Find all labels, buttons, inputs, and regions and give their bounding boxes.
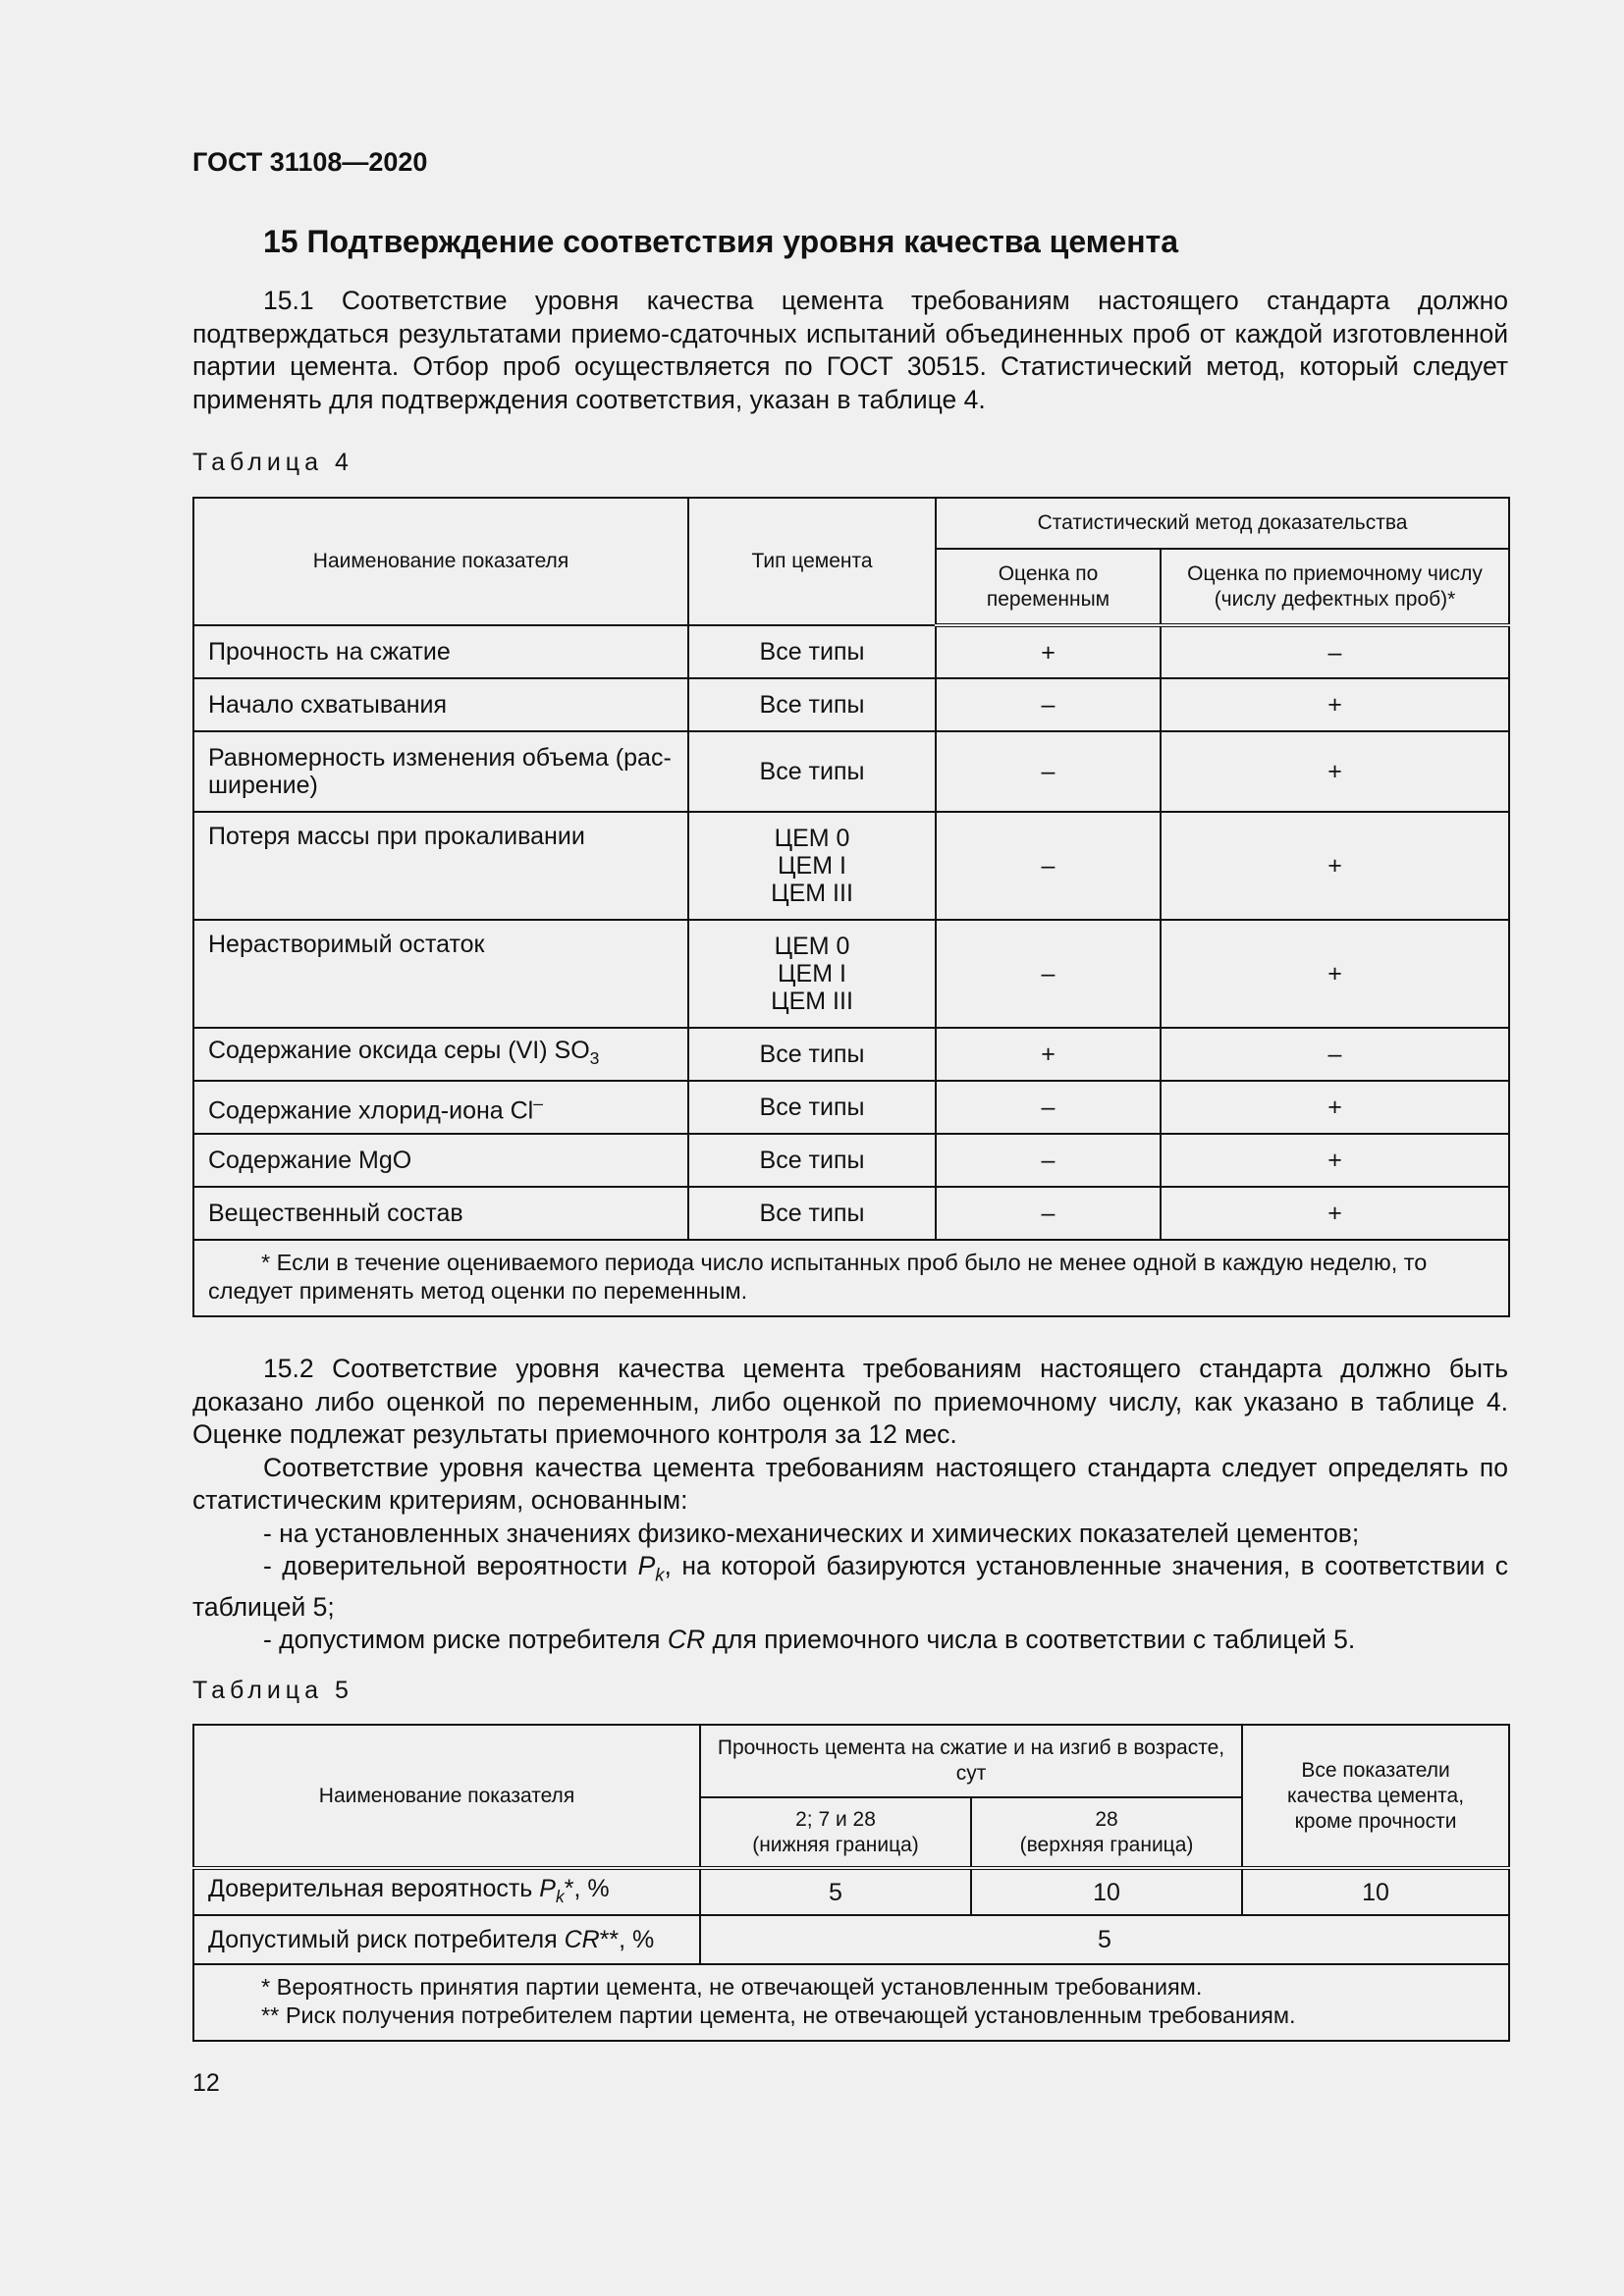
t4-cell-variables: +	[936, 1028, 1161, 1081]
bullet-2-symbol: P	[637, 1551, 656, 1580]
t4-cell-name-text: Равномерность изменения объема (рас- ширение)	[208, 744, 672, 799]
t4-cell-name-text: Нерастворимый остаток	[208, 931, 485, 958]
t4-cell-type: Все типы	[688, 625, 936, 678]
bullet-2-text-a: - доверительной вероятности	[263, 1551, 638, 1580]
t4-cell-name-subscript: 3	[589, 1048, 600, 1068]
table-5	[192, 1724, 1510, 2042]
table-row	[193, 1081, 1509, 1134]
t4-cell-variables: –	[936, 731, 1161, 812]
t4-cell-name	[193, 1081, 688, 1134]
bullet-3-symbol: CR	[667, 1625, 706, 1655]
bullet-2-subscript: k	[655, 1564, 665, 1585]
t4-cell-name	[193, 625, 688, 678]
paragraph-15-1	[192, 285, 1508, 416]
t4-cell-type: Все типы	[688, 1081, 936, 1134]
t4-cell-name-text: Содержание оксида серы (VI) SO	[208, 1037, 590, 1064]
t4-cell-name-text: Прочность на сжатие	[208, 638, 451, 666]
t4-cell-name-text: Содержание MgO	[208, 1147, 412, 1174]
t4-cell-variables: –	[936, 1134, 1161, 1187]
t5-row1-high: 10	[971, 1868, 1242, 1915]
t4-cell-variables: –	[936, 812, 1161, 920]
t4-cell-name	[193, 812, 688, 920]
table-row	[193, 731, 1509, 812]
t4-cell-name-text: Начало схватывания	[208, 691, 448, 719]
paragraph-15-2-text: 15.2 Соответствие уровня качества цемента требованиям настоящего стандарта должно быть доказано либо оценкой по переменным, либо оценкой по приемочному числу, как указано в таблице 4. Оценке подлежат результаты приемочного контроля за 12 мес.	[192, 1354, 1508, 1449]
bullet-2-text-b: , на которой базируются установленные значения, в соответствии с таблицей 5;	[192, 1551, 1508, 1622]
t4-cell-name-text: Вещественный состав	[208, 1200, 463, 1227]
t4-cell-acceptance: –	[1161, 625, 1509, 678]
t4-cell-acceptance: +	[1161, 678, 1509, 731]
t5-row1-low: 5	[700, 1868, 971, 1915]
page-number: 12	[192, 2069, 220, 2097]
table-4	[192, 497, 1510, 1317]
t5-row2-name-b: **, %	[599, 1926, 655, 1953]
t4-cell-type: Все типы	[688, 1187, 936, 1240]
t5-footnote-1: * Вероятность принятия партии цемента, не отвечающей установленным требованиям.	[261, 1974, 1203, 2000]
t4-cell-name-text: Потеря массы при прокаливании	[208, 823, 585, 850]
table-row	[193, 920, 1509, 1028]
table-row	[193, 1187, 1509, 1240]
bullet-2	[192, 1550, 1508, 1624]
paragraph-criteria: Соответствие уровня качества цемента требованиям настоящего стандарта следует определять по статистическим критериям, основанным:	[192, 1452, 1508, 1515]
t4-cell-name	[193, 920, 688, 1028]
table-row	[193, 1134, 1509, 1187]
t4-cell-name-text: Содержание хлорид-иона Cl	[208, 1096, 534, 1125]
t4-cell-type: ЦЕМ 0 ЦЕМ I ЦЕМ III	[688, 920, 936, 1028]
t4-header-variables: Оценка по переменным	[936, 549, 1161, 625]
t5-row1-name	[193, 1868, 700, 1915]
t4-cell-type: Все типы	[688, 731, 936, 812]
t4-cell-type: Все типы	[688, 1134, 936, 1187]
t4-footnote	[193, 1240, 1509, 1316]
document-header: ГОСТ 31108—2020	[192, 147, 428, 177]
t4-cell-name	[193, 1028, 688, 1081]
t4-cell-acceptance: +	[1161, 1081, 1509, 1134]
t4-header-name: Наименование показателя	[193, 498, 688, 625]
t5-footnotes	[193, 1964, 1509, 2041]
t4-cell-variables: –	[936, 1187, 1161, 1240]
t4-cell-acceptance: +	[1161, 812, 1509, 920]
bullet-3	[192, 1624, 1508, 1657]
t4-cell-type: Все типы	[688, 678, 936, 731]
table-row	[193, 678, 1509, 731]
t4-cell-variables: –	[936, 920, 1161, 1028]
t4-cell-name	[193, 1187, 688, 1240]
table5-caption: Таблица 5	[192, 1677, 353, 1704]
t4-cell-acceptance: +	[1161, 1134, 1509, 1187]
paragraph-15-1-text: 15.1 Соответствие уровня качества цемента требованиям настоящего стандарта должно подтверждаться результатами приемо-сдаточных испытаний объединенных проб от каждой изготовленной партии цемента. Отбор проб осуществляется по ГОСТ 30515. Статистический метод, который следует применять для подтверждения соответствия, указан в таблице 4.	[192, 286, 1508, 414]
t5-row1-name-a: Доверительная вероятность	[208, 1874, 540, 1902]
t4-cell-type: Все типы	[688, 1028, 936, 1081]
paragraph-15-2	[192, 1353, 1508, 1657]
t5-row2-name-a: Допустимый риск потребителя	[208, 1926, 565, 1953]
t5-row1-all: 10	[1242, 1868, 1509, 1915]
t5-header-low: 2; 7 и 28 (нижняя граница)	[700, 1797, 971, 1868]
t5-header-high: 28 (верхняя граница)	[971, 1797, 1242, 1868]
table-row	[193, 625, 1509, 678]
t5-row2-symbol: CR	[564, 1926, 600, 1953]
t4-cell-acceptance: +	[1161, 731, 1509, 812]
t4-cell-name	[193, 678, 688, 731]
t4-cell-variables: +	[936, 625, 1161, 678]
table-row	[193, 812, 1509, 920]
t5-row-risk	[193, 1915, 1509, 1964]
t4-header-acceptance: Оценка по приемочному числу (числу дефектных проб)*	[1161, 549, 1509, 625]
t5-row-confidence	[193, 1868, 1509, 1915]
t4-cell-variables: –	[936, 1081, 1161, 1134]
t5-row1-name-b: *, %	[564, 1874, 610, 1902]
t4-header-method: Статистический метод доказательства	[936, 498, 1509, 549]
t4-cell-name	[193, 1134, 688, 1187]
t4-cell-acceptance: –	[1161, 1028, 1509, 1081]
t4-cell-variables: –	[936, 678, 1161, 731]
t4-cell-name	[193, 731, 688, 812]
t5-header-all: Все показатели качества цемента, кроме прочности	[1242, 1725, 1509, 1868]
t5-header-name: Наименование показателя	[193, 1725, 700, 1868]
t4-cell-name-superscript: –	[533, 1094, 543, 1114]
table-row	[193, 1028, 1509, 1081]
bullet-1: - на установленных значениях физико-механических и химических показателей цементов;	[263, 1518, 1360, 1548]
bullet-3-text-b: для приемочного числа в соответствии с таблицей 5.	[705, 1625, 1356, 1655]
t4-cell-acceptance: +	[1161, 1187, 1509, 1240]
t4-header-type: Тип цемента	[688, 498, 936, 625]
t4-footnote-text: * Если в течение оцениваемого периода число испытанных проб было не менее одной в каждую неделю, то следует применять метод оценки по переменным.	[208, 1250, 1428, 1304]
bullet-3-text-a: - допустимом риске потребителя	[263, 1625, 668, 1655]
t4-cell-type: ЦЕМ 0 ЦЕМ I ЦЕМ III	[688, 812, 936, 920]
t5-header-strength: Прочность цемента на сжатие и на изгиб в возрасте, сут	[700, 1725, 1242, 1797]
t5-row2-value: 5	[700, 1915, 1509, 1964]
t5-row2-name	[193, 1915, 700, 1964]
table4-caption: Таблица 4	[192, 449, 353, 476]
t5-row1-subscript: k	[555, 1886, 565, 1906]
section-title: 15 Подтверждение соответствия уровня качества цемента	[263, 224, 1178, 259]
t4-cell-acceptance: +	[1161, 920, 1509, 1028]
t5-row1-symbol: P	[539, 1874, 556, 1902]
t5-footnote-2: ** Риск получения потребителем партии цемента, не отвечающей установленным требованиям.	[261, 2002, 1296, 2028]
